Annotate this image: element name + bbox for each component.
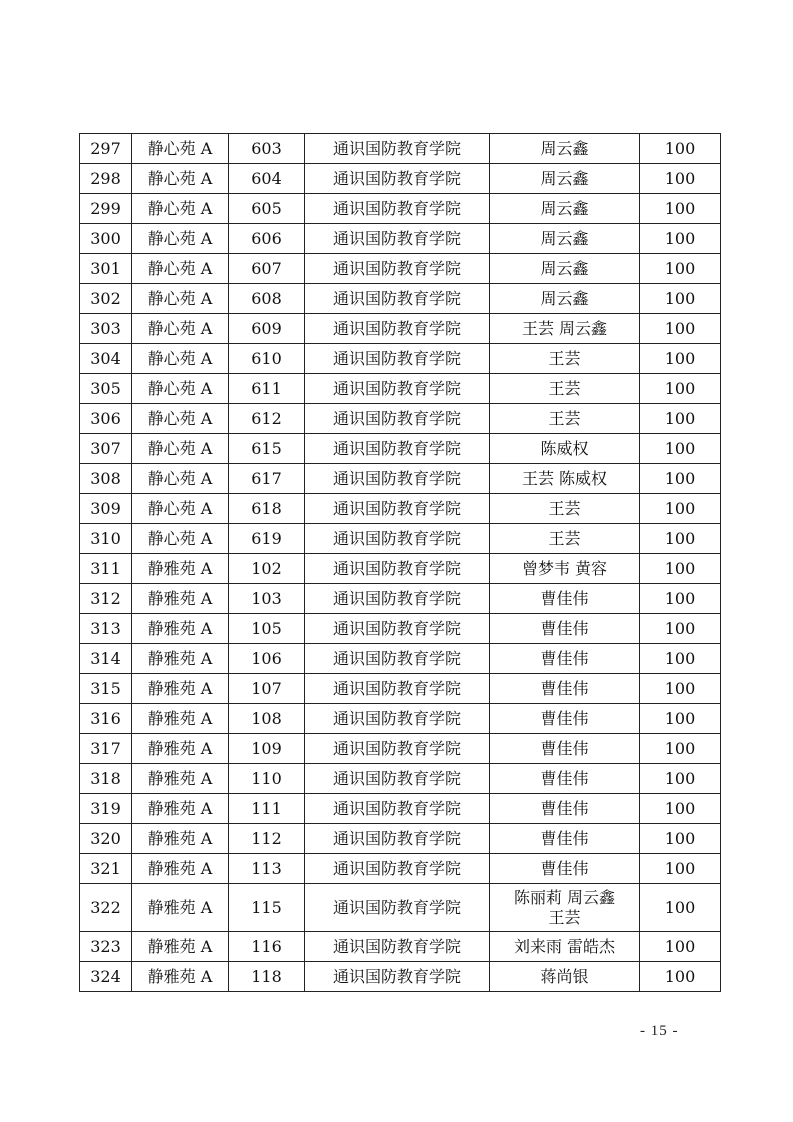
row-number-cell: 319 [80, 794, 132, 824]
table-row [80, 584, 721, 614]
college-cell: 通识国防教育学院 [305, 644, 490, 674]
row-number-cell: 297 [80, 134, 132, 164]
row-number-cell: 308 [80, 464, 132, 494]
table-row [80, 824, 721, 854]
supervisor-cell: 周云鑫 [490, 284, 640, 314]
score-cell: 100 [640, 404, 721, 434]
supervisor-cell: 曾梦韦 黄容 [490, 554, 640, 584]
supervisor-cell: 曹佳伟 [490, 674, 640, 704]
supervisor-cell: 王芸 陈威权 [490, 464, 640, 494]
supervisor-cell: 王芸 [490, 404, 640, 434]
row-number-cell: 298 [80, 164, 132, 194]
score-cell: 100 [640, 764, 721, 794]
row-number-cell: 323 [80, 932, 132, 962]
college-cell: 通识国防教育学院 [305, 254, 490, 284]
table-row [80, 434, 721, 464]
score-cell: 100 [640, 614, 721, 644]
college-cell: 通识国防教育学院 [305, 854, 490, 884]
row-number-cell: 320 [80, 824, 132, 854]
supervisor-cell: 曹佳伟 [490, 614, 640, 644]
room-cell: 619 [229, 524, 305, 554]
table-row [80, 884, 721, 932]
building-cell: 静雅苑 A [132, 734, 229, 764]
room-cell: 118 [229, 962, 305, 992]
supervisor-cell: 陈威权 [490, 434, 640, 464]
college-cell: 通识国防教育学院 [305, 734, 490, 764]
supervisor-cell: 周云鑫 [490, 194, 640, 224]
row-number-cell: 304 [80, 344, 132, 374]
building-cell: 静雅苑 A [132, 962, 229, 992]
table-row [80, 644, 721, 674]
college-cell: 通识国防教育学院 [305, 524, 490, 554]
supervisor-cell: 王芸 [490, 494, 640, 524]
college-cell: 通识国防教育学院 [305, 884, 490, 932]
table-row [80, 524, 721, 554]
building-cell: 静心苑 A [132, 434, 229, 464]
room-cell: 607 [229, 254, 305, 284]
score-cell: 100 [640, 254, 721, 284]
building-cell: 静心苑 A [132, 524, 229, 554]
score-cell: 100 [640, 962, 721, 992]
table-row [80, 134, 721, 164]
score-cell: 100 [640, 932, 721, 962]
building-cell: 静雅苑 A [132, 614, 229, 644]
score-cell: 100 [640, 314, 721, 344]
building-cell: 静心苑 A [132, 164, 229, 194]
supervisor-cell: 曹佳伟 [490, 734, 640, 764]
supervisor-cell: 陈丽莉 周云鑫 王芸 [490, 884, 640, 932]
score-cell: 100 [640, 704, 721, 734]
building-cell: 静心苑 A [132, 404, 229, 434]
college-cell: 通识国防教育学院 [305, 824, 490, 854]
supervisor-cell: 周云鑫 [490, 164, 640, 194]
building-cell: 静心苑 A [132, 134, 229, 164]
supervisor-cell: 曹佳伟 [490, 824, 640, 854]
supervisor-cell: 周云鑫 [490, 134, 640, 164]
supervisor-cell: 王芸 周云鑫 [490, 314, 640, 344]
college-cell: 通识国防教育学院 [305, 962, 490, 992]
table-row [80, 404, 721, 434]
building-cell: 静心苑 A [132, 224, 229, 254]
college-cell: 通识国防教育学院 [305, 764, 490, 794]
score-cell: 100 [640, 344, 721, 374]
row-number-cell: 322 [80, 884, 132, 932]
score-cell: 100 [640, 674, 721, 704]
table-body [80, 134, 721, 992]
college-cell: 通识国防教育学院 [305, 932, 490, 962]
table-row [80, 254, 721, 284]
college-cell: 通识国防教育学院 [305, 284, 490, 314]
row-number-cell: 318 [80, 764, 132, 794]
room-cell: 112 [229, 824, 305, 854]
supervisor-cell: 曹佳伟 [490, 854, 640, 884]
score-cell: 100 [640, 824, 721, 854]
score-cell: 100 [640, 854, 721, 884]
room-cell: 106 [229, 644, 305, 674]
building-cell: 静心苑 A [132, 284, 229, 314]
row-number-cell: 303 [80, 314, 132, 344]
college-cell: 通识国防教育学院 [305, 704, 490, 734]
score-cell: 100 [640, 134, 721, 164]
table-row [80, 962, 721, 992]
table-row [80, 284, 721, 314]
supervisor-cell: 周云鑫 [490, 224, 640, 254]
row-number-cell: 321 [80, 854, 132, 884]
table-row [80, 614, 721, 644]
table-row [80, 674, 721, 704]
room-cell: 109 [229, 734, 305, 764]
score-cell: 100 [640, 794, 721, 824]
building-cell: 静心苑 A [132, 194, 229, 224]
college-cell: 通识国防教育学院 [305, 164, 490, 194]
table-row [80, 554, 721, 584]
room-cell: 612 [229, 404, 305, 434]
row-number-cell: 312 [80, 584, 132, 614]
college-cell: 通识国防教育学院 [305, 434, 490, 464]
row-number-cell: 306 [80, 404, 132, 434]
score-cell: 100 [640, 434, 721, 464]
row-number-cell: 310 [80, 524, 132, 554]
room-cell: 116 [229, 932, 305, 962]
building-cell: 静雅苑 A [132, 764, 229, 794]
score-cell: 100 [640, 284, 721, 314]
row-number-cell: 309 [80, 494, 132, 524]
building-cell: 静雅苑 A [132, 854, 229, 884]
supervisor-cell: 刘来雨 雷皓杰 [490, 932, 640, 962]
table-row [80, 494, 721, 524]
college-cell: 通识国防教育学院 [305, 614, 490, 644]
room-cell: 609 [229, 314, 305, 344]
room-cell: 615 [229, 434, 305, 464]
table-row [80, 794, 721, 824]
room-cell: 107 [229, 674, 305, 704]
college-cell: 通识国防教育学院 [305, 224, 490, 254]
score-cell: 100 [640, 164, 721, 194]
table-row [80, 344, 721, 374]
row-number-cell: 313 [80, 614, 132, 644]
score-cell: 100 [640, 734, 721, 764]
college-cell: 通识国防教育学院 [305, 344, 490, 374]
supervisor-cell: 王芸 [490, 344, 640, 374]
row-number-cell: 300 [80, 224, 132, 254]
building-cell: 静雅苑 A [132, 794, 229, 824]
room-cell: 617 [229, 464, 305, 494]
table-row [80, 374, 721, 404]
college-cell: 通识国防教育学院 [305, 134, 490, 164]
room-cell: 115 [229, 884, 305, 932]
table-row [80, 704, 721, 734]
building-cell: 静雅苑 A [132, 824, 229, 854]
college-cell: 通识国防教育学院 [305, 494, 490, 524]
building-cell: 静雅苑 A [132, 932, 229, 962]
score-cell: 100 [640, 884, 721, 932]
row-number-cell: 299 [80, 194, 132, 224]
score-cell: 100 [640, 494, 721, 524]
supervisor-cell: 曹佳伟 [490, 644, 640, 674]
table-row [80, 164, 721, 194]
row-number-cell: 301 [80, 254, 132, 284]
table-row [80, 932, 721, 962]
college-cell: 通识国防教育学院 [305, 794, 490, 824]
college-cell: 通识国防教育学院 [305, 404, 490, 434]
room-cell: 611 [229, 374, 305, 404]
supervisor-cell: 周云鑫 [490, 254, 640, 284]
room-cell: 113 [229, 854, 305, 884]
dormitory-inspection-table [79, 133, 721, 992]
table-row [80, 764, 721, 794]
row-number-cell: 305 [80, 374, 132, 404]
building-cell: 静雅苑 A [132, 584, 229, 614]
score-cell: 100 [640, 194, 721, 224]
college-cell: 通识国防教育学院 [305, 314, 490, 344]
college-cell: 通识国防教育学院 [305, 464, 490, 494]
room-cell: 110 [229, 764, 305, 794]
score-cell: 100 [640, 524, 721, 554]
college-cell: 通识国防教育学院 [305, 584, 490, 614]
table-row [80, 464, 721, 494]
college-cell: 通识国防教育学院 [305, 194, 490, 224]
row-number-cell: 314 [80, 644, 132, 674]
building-cell: 静心苑 A [132, 464, 229, 494]
building-cell: 静心苑 A [132, 314, 229, 344]
building-cell: 静雅苑 A [132, 704, 229, 734]
room-cell: 105 [229, 614, 305, 644]
building-cell: 静雅苑 A [132, 674, 229, 704]
room-cell: 618 [229, 494, 305, 524]
building-cell: 静心苑 A [132, 494, 229, 524]
room-cell: 604 [229, 164, 305, 194]
building-cell: 静雅苑 A [132, 884, 229, 932]
row-number-cell: 315 [80, 674, 132, 704]
college-cell: 通识国防教育学院 [305, 374, 490, 404]
row-number-cell: 317 [80, 734, 132, 764]
row-number-cell: 311 [80, 554, 132, 584]
row-number-cell: 307 [80, 434, 132, 464]
score-cell: 100 [640, 554, 721, 584]
building-cell: 静心苑 A [132, 254, 229, 284]
score-cell: 100 [640, 464, 721, 494]
table-row [80, 314, 721, 344]
building-cell: 静雅苑 A [132, 554, 229, 584]
supervisor-cell: 曹佳伟 [490, 704, 640, 734]
supervisor-cell: 王芸 [490, 374, 640, 404]
building-cell: 静心苑 A [132, 344, 229, 374]
table-row [80, 224, 721, 254]
row-number-cell: 302 [80, 284, 132, 314]
building-cell: 静雅苑 A [132, 644, 229, 674]
row-number-cell: 316 [80, 704, 132, 734]
table-row [80, 194, 721, 224]
supervisor-cell: 蒋尚银 [490, 962, 640, 992]
score-cell: 100 [640, 584, 721, 614]
room-cell: 606 [229, 224, 305, 254]
table-row [80, 854, 721, 884]
room-cell: 108 [229, 704, 305, 734]
supervisor-cell: 曹佳伟 [490, 764, 640, 794]
room-cell: 103 [229, 584, 305, 614]
room-cell: 608 [229, 284, 305, 314]
building-cell: 静心苑 A [132, 374, 229, 404]
college-cell: 通识国防教育学院 [305, 554, 490, 584]
supervisor-cell: 曹佳伟 [490, 794, 640, 824]
table-row [80, 734, 721, 764]
supervisor-cell: 王芸 [490, 524, 640, 554]
room-cell: 111 [229, 794, 305, 824]
room-cell: 605 [229, 194, 305, 224]
college-cell: 通识国防教育学院 [305, 674, 490, 704]
supervisor-cell: 曹佳伟 [490, 584, 640, 614]
room-cell: 603 [229, 134, 305, 164]
score-cell: 100 [640, 374, 721, 404]
page-number: - 15 - [640, 1023, 679, 1039]
room-cell: 610 [229, 344, 305, 374]
score-cell: 100 [640, 224, 721, 254]
room-cell: 102 [229, 554, 305, 584]
score-cell: 100 [640, 644, 721, 674]
row-number-cell: 324 [80, 962, 132, 992]
